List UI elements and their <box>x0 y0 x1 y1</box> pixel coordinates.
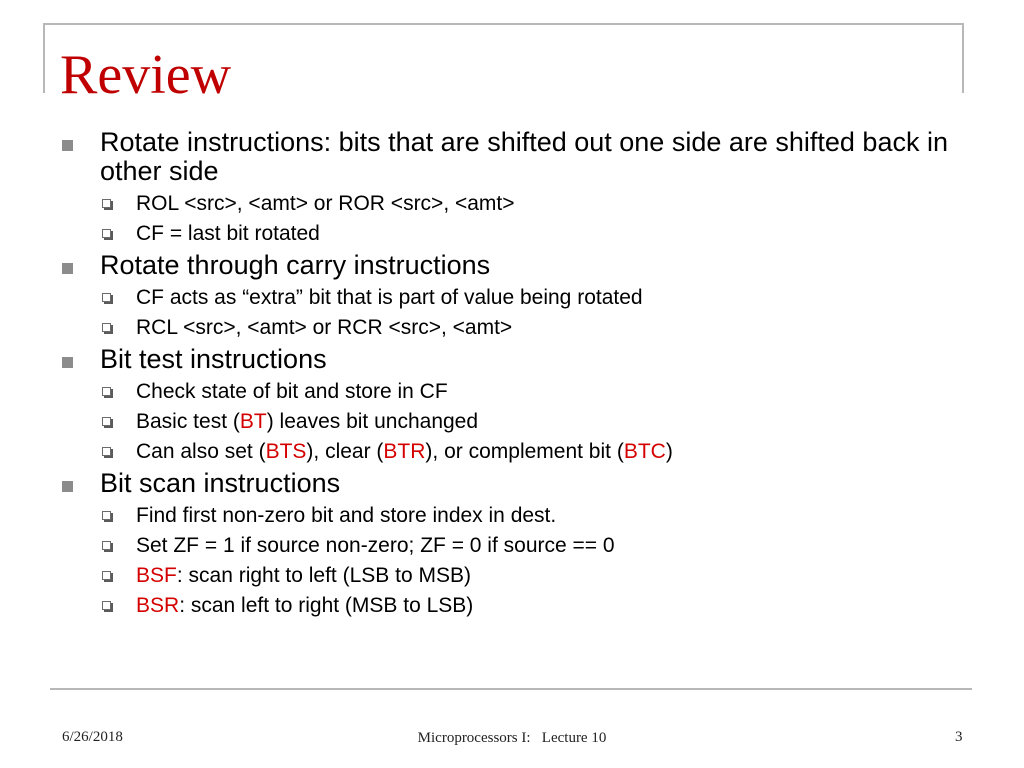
sub-bullet-text: RCL <src>, <amt> or RCR <src>, <amt> <box>136 316 513 339</box>
bullet-rotate-carry <box>60 251 950 280</box>
instruction-keyword: BTR <box>383 440 426 463</box>
sub-bullet-text: CF = last bit rotated <box>136 222 320 245</box>
sub-bullet-text: ROL <src>, <amt> or ROR <src>, <amt> <box>136 192 515 215</box>
sub-bullet <box>60 379 950 404</box>
instruction-keyword: BTS <box>265 440 307 463</box>
square-bullet-icon <box>62 263 73 274</box>
box-bullet-icon <box>102 417 111 426</box>
sub-bullet-text: Set ZF = 1 if source non-zero; ZF = 0 if source == 0 <box>136 534 615 557</box>
sub-bullet-text: : scan left to right (MSB to LSB) <box>179 594 474 617</box>
box-bullet-icon <box>102 447 111 456</box>
sub-bullet-text: ), or complement bit ( <box>425 440 624 463</box>
slide-title: Review <box>60 44 232 106</box>
bullet-bit-scan <box>60 469 950 498</box>
sub-bullet <box>60 191 950 216</box>
box-bullet-icon <box>102 541 111 550</box>
footer-date: 6/26/2018 <box>62 729 123 745</box>
frame-left-line <box>43 23 45 93</box>
square-bullet-icon <box>62 357 73 368</box>
sub-bullet-text: Can also set ( <box>136 440 266 463</box>
slide-content <box>60 128 950 623</box>
sub-bullet <box>60 593 950 618</box>
bullet-text: Bit test instructions <box>100 344 327 374</box>
frame-right-line <box>962 23 964 93</box>
instruction-keyword: BTC <box>623 440 666 463</box>
sub-bullet <box>60 533 950 558</box>
sub-bullet <box>60 315 950 340</box>
sub-bullet <box>60 221 950 246</box>
box-bullet-icon <box>102 571 111 580</box>
sub-bullet <box>60 409 950 434</box>
instruction-keyword: BT <box>239 410 267 433</box>
bullet-rotate <box>60 128 950 186</box>
box-bullet-icon <box>102 323 111 332</box>
instruction-keyword: BSF <box>136 564 177 587</box>
box-bullet-icon <box>102 229 111 238</box>
instruction-keyword: BSR <box>136 594 180 617</box>
square-bullet-icon <box>62 481 73 492</box>
footer-divider <box>50 688 972 690</box>
bullet-text: Rotate instructions: bits that are shifted out one side are shifted back in other side <box>100 127 948 186</box>
box-bullet-icon <box>102 199 111 208</box>
frame-top-line <box>43 23 963 25</box>
bullet-text: Bit scan instructions <box>100 468 341 498</box>
footer-course-title: Microprocessors I: Lecture 10 <box>417 730 607 746</box>
sub-bullet <box>60 503 950 528</box>
sub-bullet <box>60 285 950 310</box>
sub-bullet-text: ), clear ( <box>306 440 384 463</box>
bullet-text: Rotate through carry instructions <box>100 250 491 280</box>
sub-bullet <box>60 563 950 588</box>
box-bullet-icon <box>102 387 111 396</box>
box-bullet-icon <box>102 601 111 610</box>
sub-bullet <box>60 439 950 464</box>
sub-bullet-text: Basic test ( <box>136 410 240 433</box>
box-bullet-icon <box>102 293 111 302</box>
box-bullet-icon <box>102 511 111 520</box>
sub-bullet-text: Check state of bit and store in CF <box>136 380 448 403</box>
bullet-bit-test <box>60 345 950 374</box>
page-number: 3 <box>955 729 963 745</box>
sub-bullet-text: CF acts as “extra” bit that is part of value being rotated <box>136 286 643 309</box>
sub-bullet-text: Find first non-zero bit and store index in dest. <box>136 504 557 527</box>
sub-bullet-text: ) <box>665 440 673 463</box>
square-bullet-icon <box>62 140 73 151</box>
sub-bullet-text: ) leaves bit unchanged <box>266 410 479 433</box>
sub-bullet-text: : scan right to left (LSB to MSB) <box>176 564 471 587</box>
